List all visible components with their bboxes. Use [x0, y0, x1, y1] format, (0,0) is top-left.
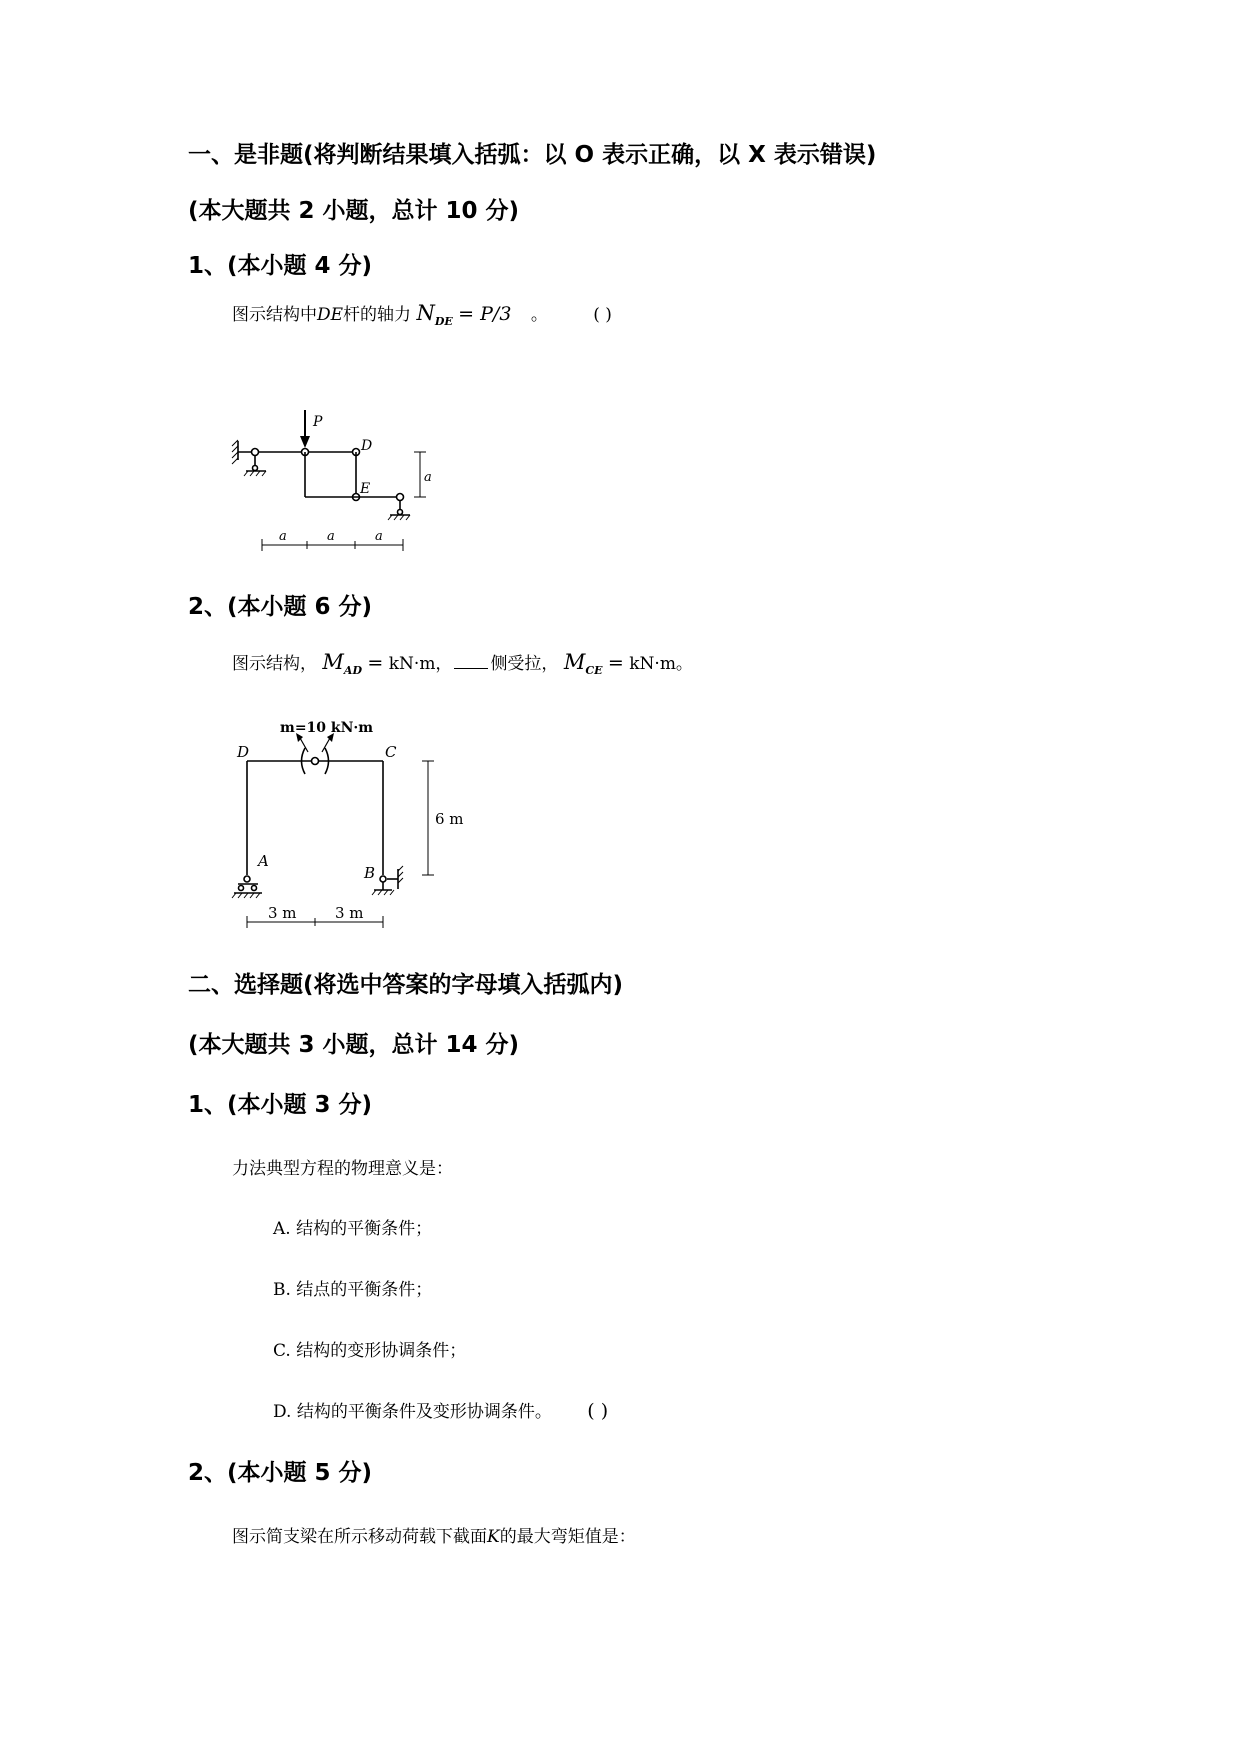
q2-m1-sub: AD — [343, 664, 362, 677]
q1-text-post: 。 — [530, 305, 548, 325]
load-arrow-head — [300, 436, 310, 448]
dim-span-left-label: 3 m — [268, 904, 297, 922]
moment-label: m=10 kN·m — [280, 720, 374, 736]
q1-symbol-sub: DE — [434, 315, 453, 328]
section1-q1-header: 1、(本小题 4 分) — [188, 253, 373, 279]
node-b-label: B — [364, 864, 376, 882]
node-c-label: C — [385, 743, 397, 761]
dim-height-label: 6 m — [435, 810, 464, 828]
q2-blank-suffix: 侧受拉， — [490, 654, 559, 674]
q2-side-blank[interactable] — [454, 668, 488, 669]
q1-text-pre: 图示结构中 — [232, 305, 317, 325]
section1-title: 一、是非题(将判断结果填入括弧：以 O 表示正确，以 X 表示错误) — [188, 142, 877, 168]
s2q1-answer-bracket[interactable]: ( ) — [587, 1400, 609, 1422]
section2-q1-text: 力法典型方程的物理意义是： — [232, 1159, 453, 1179]
section2-title: 二、选择题(将选中答案的字母填入括弧内) — [188, 972, 624, 998]
q1-answer-bracket[interactable]: ( ) — [593, 305, 612, 325]
option-d-row — [273, 1397, 608, 1422]
q1-symbol: N — [416, 301, 435, 325]
section2-q2-header: 2、(本小题 5 分) — [188, 1460, 373, 1486]
dim-a-2-label: a — [327, 529, 335, 544]
q2-m2-eq: = — [607, 652, 624, 674]
node-d-label: D — [237, 743, 250, 761]
q1-structure-figure — [228, 400, 432, 560]
section2-q1-header: 1、(本小题 3 分) — [188, 1092, 373, 1118]
q2-m1-symbol: M — [322, 650, 344, 674]
dim-span-right-label: 3 m — [335, 904, 364, 922]
q1-equals: = P/3 — [458, 303, 512, 325]
q2-unit2: kN·m。 — [629, 654, 693, 674]
section2-q2-text — [232, 1522, 636, 1547]
section1-q1-text — [232, 300, 612, 328]
section1-summary: (本大题共 2 小题，总计 10 分) — [188, 198, 520, 224]
option-b[interactable]: B. 结点的平衡条件； — [273, 1280, 433, 1300]
option-c[interactable]: C. 结构的变形协调条件； — [273, 1341, 467, 1361]
dim-a-1-label: a — [279, 529, 287, 544]
s2q2-section-k: K — [487, 1527, 500, 1547]
section2-summary: (本大题共 3 小题，总计 14 分) — [188, 1032, 520, 1058]
q2-frame-figure — [230, 710, 470, 940]
dim-a-3-label: a — [375, 529, 383, 544]
s2q2-text-pre: 图示简支梁在所示移动荷载下截面 — [232, 1527, 487, 1547]
dim-a-vertical-label: a — [424, 470, 432, 485]
hinge-top — [312, 758, 319, 765]
q1-text-mid: 杆的轴力 — [343, 305, 412, 325]
hinge-right — [397, 494, 404, 501]
hinge-left — [252, 449, 259, 456]
q2-m2-sub: CE — [585, 664, 603, 677]
option-d[interactable]: D. 结构的平衡条件及变形协调条件。 — [273, 1402, 552, 1422]
node-a-label: A — [258, 852, 269, 870]
node-d-label: D — [361, 438, 373, 454]
q2-m1-eq: = — [367, 652, 384, 674]
node-e-label: E — [360, 481, 371, 497]
q2-text-pre: 图示结构， — [232, 654, 317, 674]
left-wall-hatch — [232, 440, 238, 464]
load-label: P — [313, 414, 323, 430]
q2-m2-symbol: M — [563, 650, 586, 674]
s2q2-text-post: 的最大弯矩值是： — [499, 1527, 636, 1547]
section1-q2-text — [232, 649, 693, 677]
section1-q2-header: 2、(本小题 6 分) — [188, 594, 373, 620]
q2-unit1: kN·m， — [388, 654, 453, 674]
q1-member: DE — [317, 305, 344, 325]
option-a[interactable]: A. 结构的平衡条件； — [273, 1219, 433, 1239]
